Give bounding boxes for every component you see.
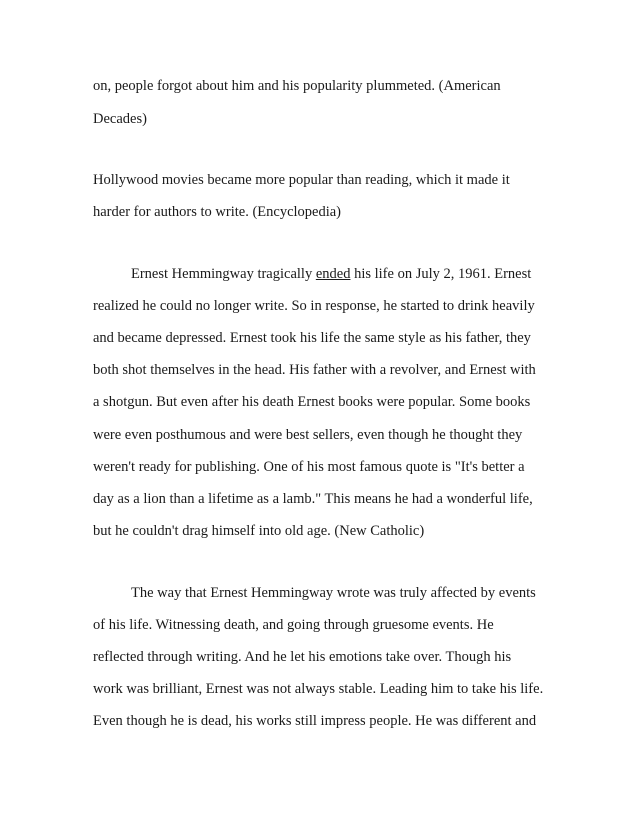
text-line: were even posthumous and were best sellers, even though he thought they <box>93 427 523 443</box>
text-line: reflected through writing. And he let his emotions take over. Though his <box>93 649 512 665</box>
underlined-word: ended <box>315 266 351 282</box>
text-line: Hollywood movies became more popular than reading, which it made it <box>93 172 510 188</box>
text-line: day as a lion than a lifetime as a lamb." This means he had a wonderful life, <box>93 491 533 507</box>
text-line: of his life. Witnessing death, and going through gruesome events. He <box>93 617 494 633</box>
text-line: Decades) <box>93 111 147 127</box>
text-line: and became depressed. Ernest took his life the same style as his father, they <box>93 330 531 346</box>
text-segment: his life on July 2, 1961. Ernest <box>350 266 532 282</box>
text-line: on, people forgot about him and his popularity plummeted. (American <box>93 78 501 94</box>
text-line: a shotgun. But even after his death Ernest books were popular. Some books <box>93 394 531 410</box>
text-line: but he couldn't drag himself into old age. (New Catholic) <box>93 523 425 539</box>
text-line: realized he could no longer write. So in response, he started to drink heavily <box>93 298 535 314</box>
text-line: work was brilliant, Ernest was not always stable. Leading him to take his life. <box>93 681 544 697</box>
text-line: weren't ready for publishing. One of his most famous quote is "It's better a <box>93 459 525 475</box>
text-line: Even though he is dead, his works still impress people. He was different and <box>93 713 537 729</box>
text-line: The way that Ernest Hemmingway wrote was truly affected by events <box>131 585 536 601</box>
text-line: harder for authors to write. (Encyclopedia) <box>93 204 342 220</box>
text-segment: Ernest Hemmingway tragically <box>131 266 316 282</box>
text-line: both shot themselves in the head. His father with a revolver, and Ernest with <box>93 362 536 378</box>
paragraph-first-line <box>131 265 531 283</box>
